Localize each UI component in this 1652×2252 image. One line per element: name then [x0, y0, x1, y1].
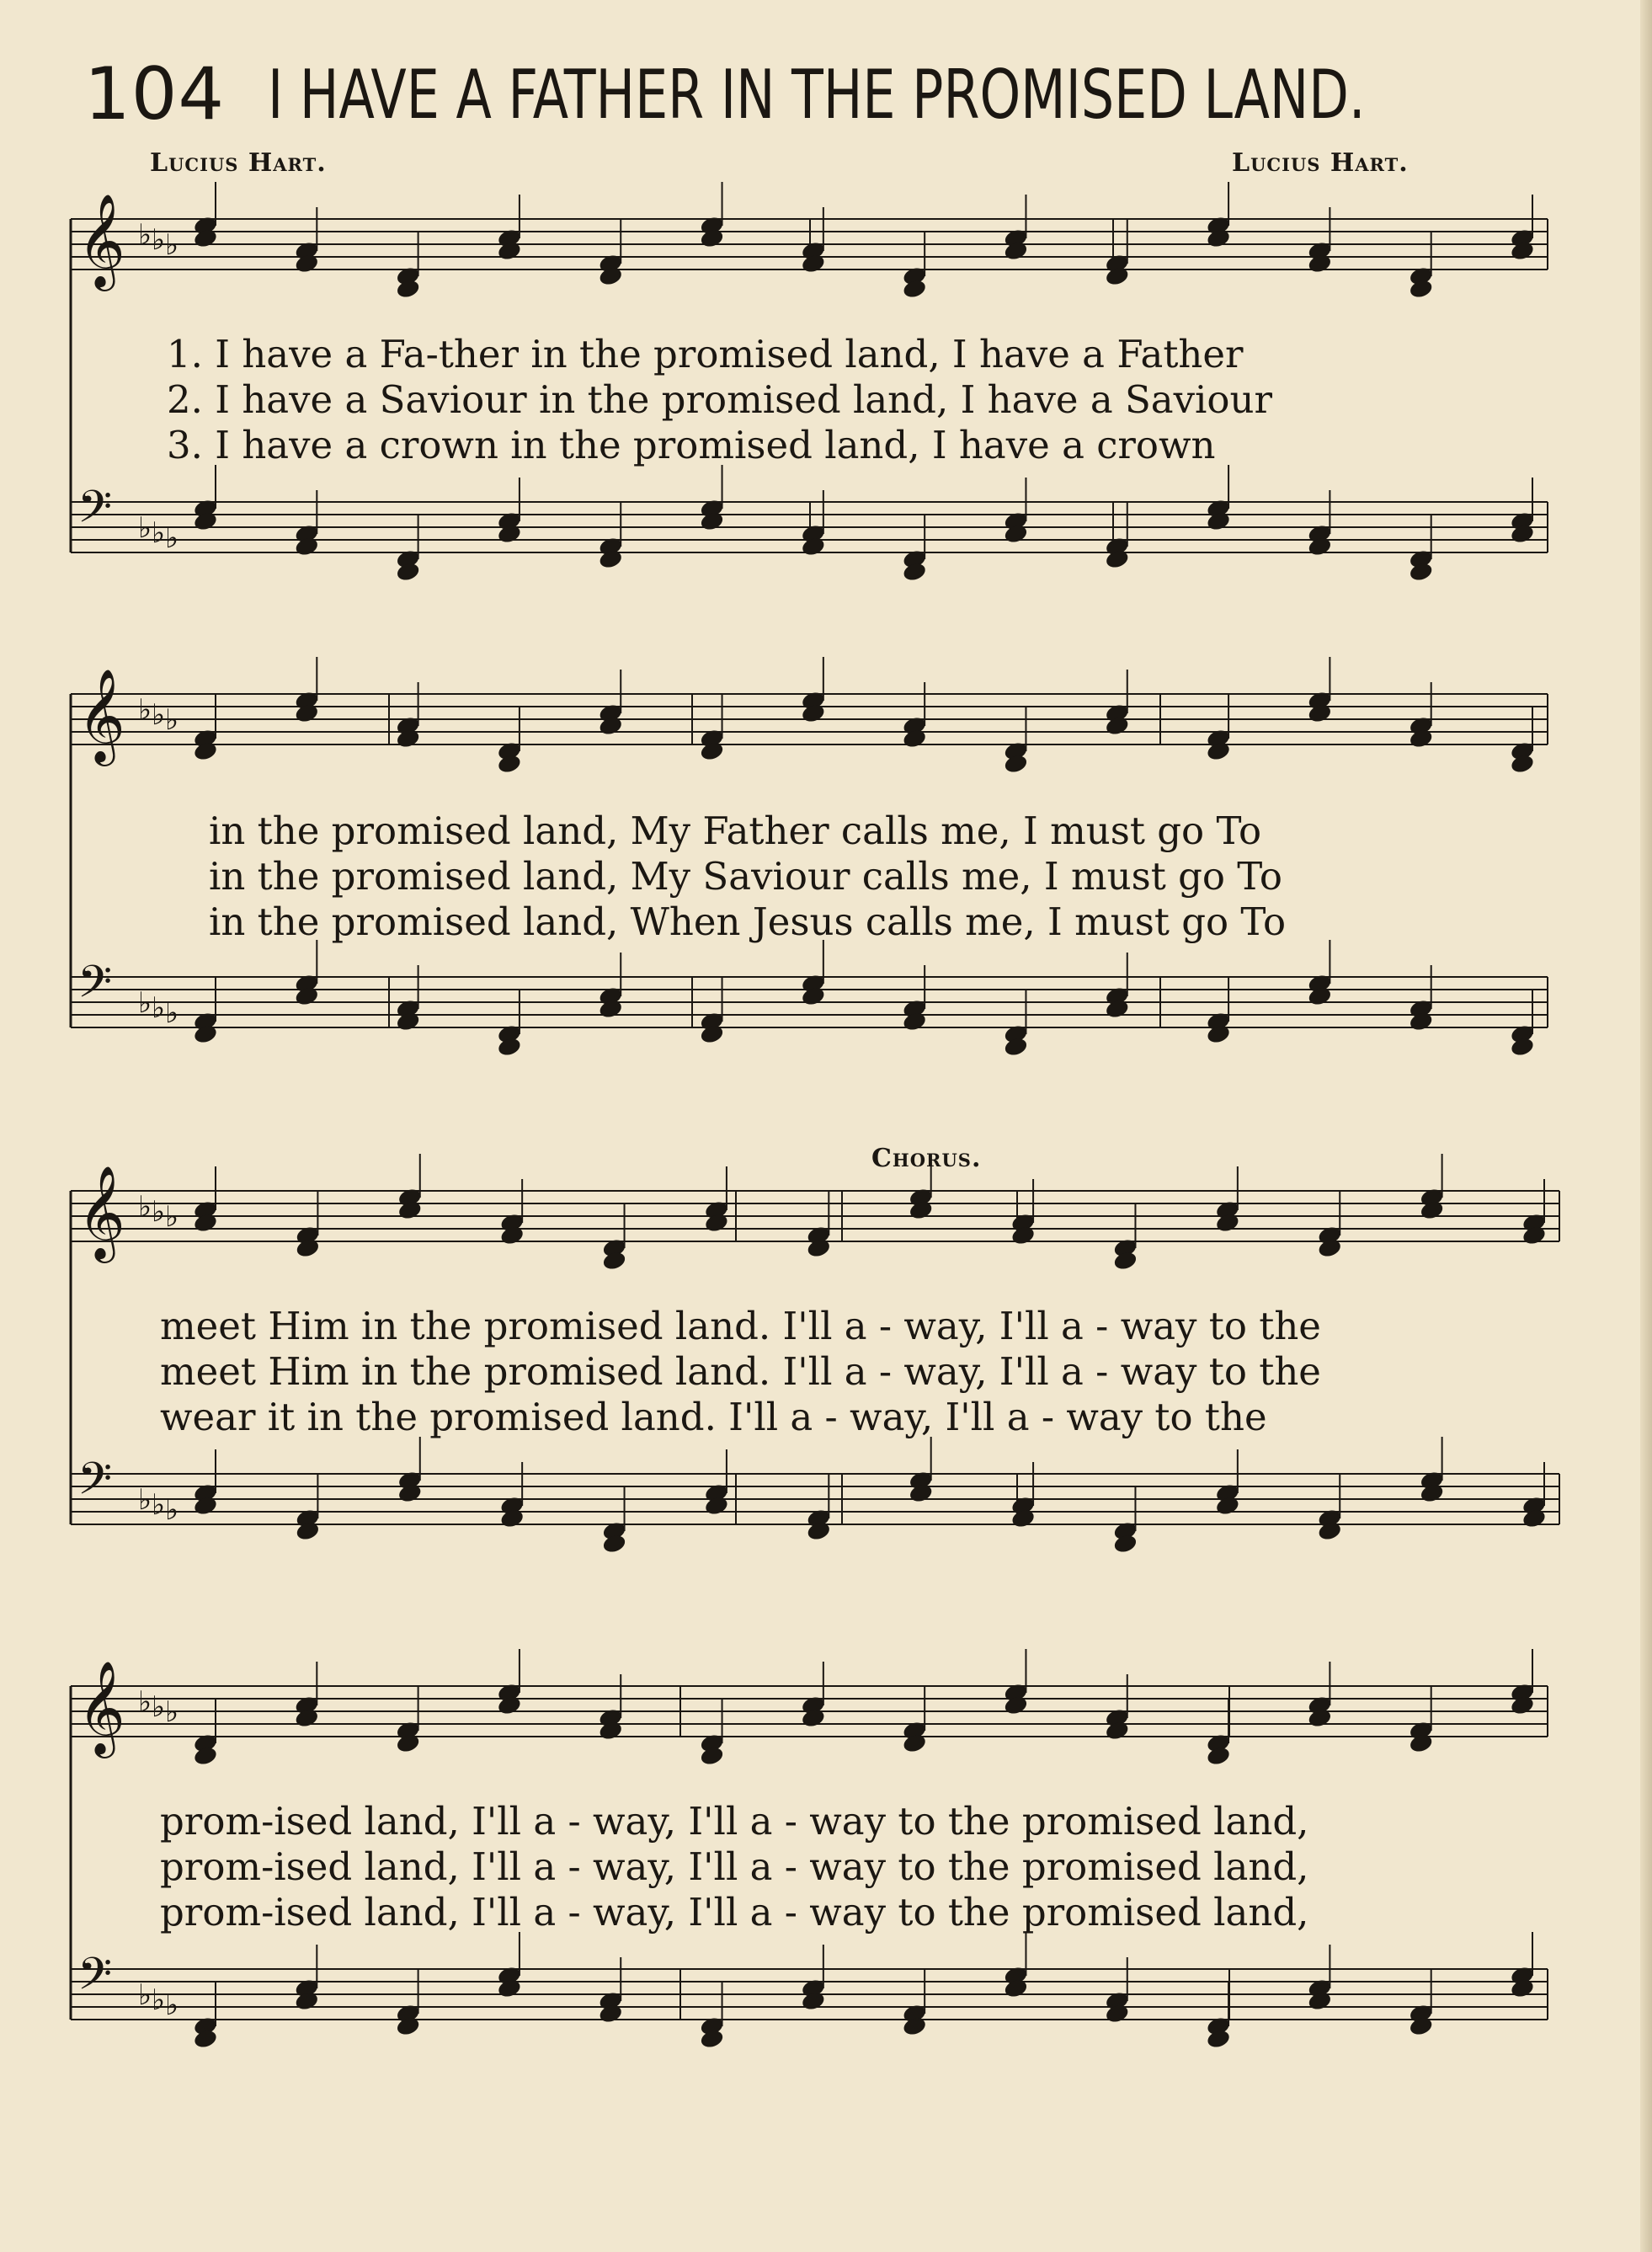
flat-icon: ♭	[165, 703, 179, 737]
flat-icon: ♭	[152, 698, 166, 732]
lyric-line: meet Him in the promised land. I'll a - way, I'll a - way to the	[160, 1349, 1321, 1394]
flat-icon: ♭	[165, 521, 179, 555]
chorus-label: Chorus.	[871, 1144, 982, 1173]
flat-icon: ♭	[165, 996, 179, 1030]
lyric-line: meet Him in the promised land. I'll a - way, I'll a - way to the	[160, 1304, 1321, 1348]
lyric-line: in the promised land, When Jesus calls me, I must go To	[209, 899, 1287, 944]
flat-icon: ♭	[138, 1190, 152, 1224]
flat-icon: ♭	[152, 1983, 166, 2017]
lyric-line: prom-ised land, I'll a - way, I'll a - way to the promised land,	[160, 1844, 1309, 1889]
flat-icon: ♭	[138, 1978, 152, 2012]
words-credit: Lucius Hart.	[150, 148, 327, 178]
flat-icon: ♭	[165, 1695, 179, 1729]
flat-icon: ♭	[138, 693, 152, 727]
music-credit: Lucius Hart.	[1232, 148, 1409, 178]
treble-clef-icon: 𝄞	[77, 1660, 125, 1754]
flat-icon: ♭	[138, 986, 152, 1020]
hymn-number: 104	[84, 52, 226, 136]
lyric-line: 2. I have a Saviour in the promised land, I have a Saviour	[167, 377, 1273, 422]
flat-icon: ♭	[138, 218, 152, 252]
flat-icon: ♭	[165, 1200, 179, 1234]
flat-icon: ♭	[152, 991, 166, 1025]
flat-icon: ♭	[138, 1483, 152, 1517]
flat-icon: ♭	[165, 228, 179, 262]
flat-icon: ♭	[152, 1195, 166, 1229]
bass-clef-icon: 𝄢	[77, 1454, 113, 1516]
lyric-line: in the promised land, My Saviour calls me, I must go To	[209, 854, 1282, 899]
lyric-line: prom-ised land, I'll a - way, I'll a - way to the promised land,	[160, 1799, 1309, 1844]
bass-clef-icon: 𝄢	[77, 482, 113, 544]
treble-clef-icon: 𝄞	[77, 193, 125, 287]
treble-clef-icon: 𝄞	[77, 1165, 125, 1259]
hymn-title: I HAVE A FATHER IN THE PROMISED LAND.	[268, 56, 1366, 134]
lyric-line: wear it in the promised land. I'll a - way, I'll a - way to the	[160, 1395, 1267, 1439]
bass-clef-icon: 𝄢	[77, 957, 113, 1019]
lyric-line: 1. I have a Fa-ther in the promised land, I have a Father	[167, 332, 1244, 376]
flat-icon: ♭	[138, 511, 152, 545]
treble-clef-icon: 𝄞	[77, 668, 125, 762]
flat-icon: ♭	[152, 1690, 166, 1724]
flat-icon: ♭	[152, 516, 166, 550]
flat-icon: ♭	[165, 1493, 179, 1527]
lyric-line: 3. I have a crown in the promised land, I have a crown	[167, 423, 1216, 467]
flat-icon: ♭	[165, 1988, 179, 2022]
lyric-line: in the promised land, My Father calls me, I must go To	[209, 808, 1262, 853]
bass-clef-icon: 𝄢	[77, 1949, 113, 2011]
lyric-line: prom-ised land, I'll a - way, I'll a - way to the promised land,	[160, 1890, 1309, 1934]
flat-icon: ♭	[138, 1685, 152, 1719]
flat-icon: ♭	[152, 1488, 166, 1522]
flat-icon: ♭	[152, 223, 166, 257]
